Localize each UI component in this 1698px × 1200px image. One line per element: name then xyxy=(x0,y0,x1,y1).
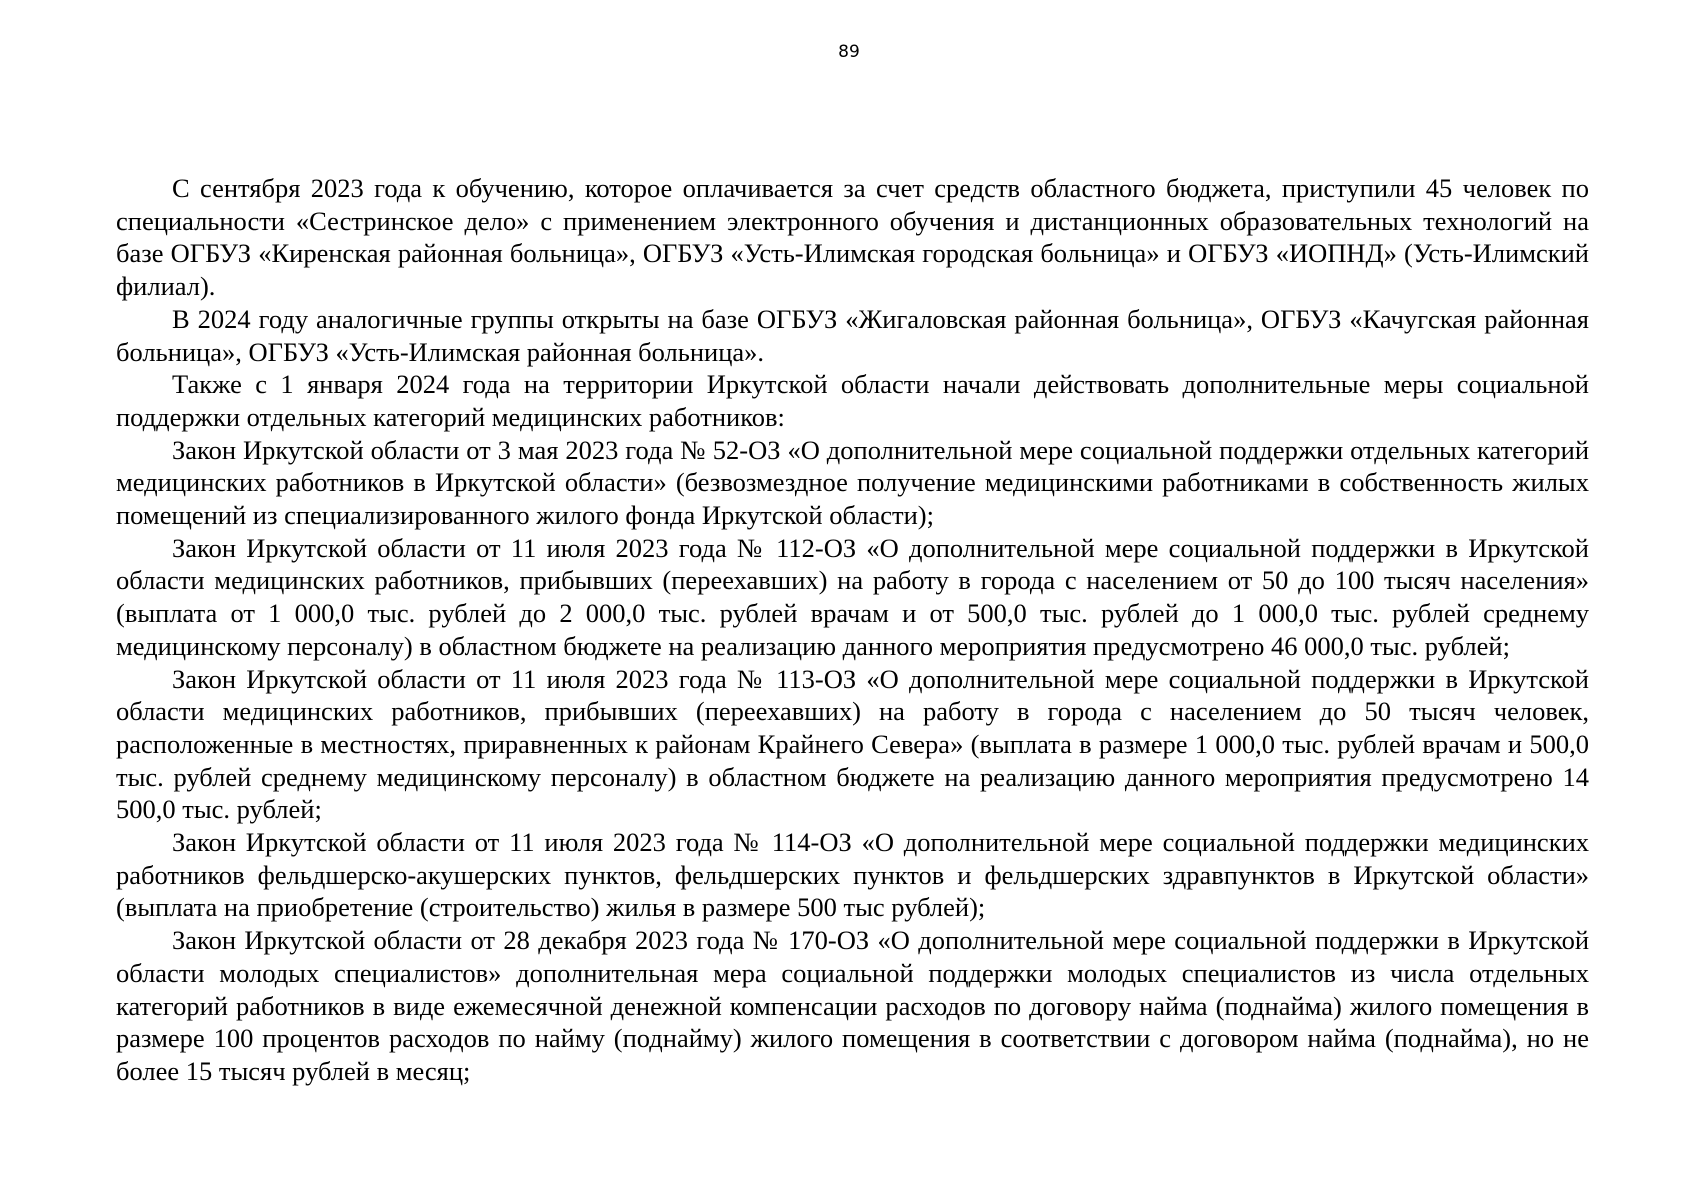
paragraph-groups-2024: В 2024 году аналогичные группы открыты на базе ОГБУЗ «Жигаловская районная больница», ОГБУЗ «Качугская районная больница», ОГБУЗ «Усть-Илимская районная больница». xyxy=(116,303,1589,367)
document-body xyxy=(116,172,1589,1088)
paragraph-law-113-oz: Закон Иркутской области от 11 июля 2023 года № 113-ОЗ «О дополнительной мере социальной поддержки в Иркутской области медицинских работников, прибывших (переехавших) на работу в города с населением до 50 тысяч человек, расположенные в местностях, приравненных к районам Крайнего Севера» (выплата в размере 1 000,0 тыс. рублей врачам и 500,0 тыс. рублей среднему медицинскому персоналу) в областном бюджете на реализацию данного мероприятия предусмотрено 14 500,0 тыс. рублей; xyxy=(116,663,1589,825)
page-number: 89 xyxy=(838,42,860,62)
paragraph-law-112-oz: Закон Иркутской области от 11 июля 2023 года № 112-ОЗ «О дополнительной мере социальной поддержки в Иркутской области медицинских работников, прибывших (переехавших) на работу в города с населением от 50 до 100 тысяч населения» (выплата от 1 000,0 тыс. рублей до 2 000,0 тыс. рублей врачам и от 500,0 тыс. рублей до 1 000,0 тыс. рублей среднему медицинскому персоналу) в областном бюджете на реализацию данного мероприятия предусмотрено 46 000,0 тыс. рублей; xyxy=(116,532,1589,661)
paragraph-nursing-training: С сентября 2023 года к обучению, которое оплачивается за счет средств областного бюджета, приступили 45 человек по специальности «Сестринское дело» с применением электронного обучения и дистанционных образовательных технологий на базе ОГБУЗ «Киренская районная больница», ОГБУЗ «Усть-Илимская городская больница» и ОГБУЗ «ИОПНД» (Усть-Илимский филиал). xyxy=(116,173,1589,302)
paragraph-law-52-oz: Закон Иркутской области от 3 мая 2023 года № 52-ОЗ «О дополнительной мере социальной поддержки отдельных категорий медицинских работников в Иркутской области» (безвозмездное получение медицинскими работниками в собственность жилых помещений из специализированного жилого фонда Иркутской области); xyxy=(116,434,1589,531)
paragraph-law-170-oz: Закон Иркутской области от 28 декабря 2023 года № 170-ОЗ «О дополнительной мере социальной поддержки в Иркутской области молодых специалистов» дополнительная мера социальной поддержки молодых специалистов из числа отдельных категорий работников в виде ежемесячной денежной компенсации расходов по договору найма (поднайма) жилого помещения в размере 100 процентов расходов по найму (поднайму) жилого помещения в соответствии с договором найма (поднайма), но не более 15 тысяч рублей в месяц; xyxy=(116,925,1589,1086)
paragraph-support-measures-intro: Также с 1 января 2024 года на территории Иркутской области начали действовать дополнительные меры социальной поддержки отдельных категорий медицинских работников: xyxy=(116,369,1589,432)
paragraph-law-114-oz: Закон Иркутской области от 11 июля 2023 года № 114-ОЗ «О дополнительной мере социальной поддержки медицинских работников фельдшерско-акушерских пунктов, фельдшерских пунктов и фельдшерских здравпунктов в Иркутской области» (выплата на приобретение (строительство) жилья в размере 500 тыс рублей); xyxy=(116,827,1589,923)
